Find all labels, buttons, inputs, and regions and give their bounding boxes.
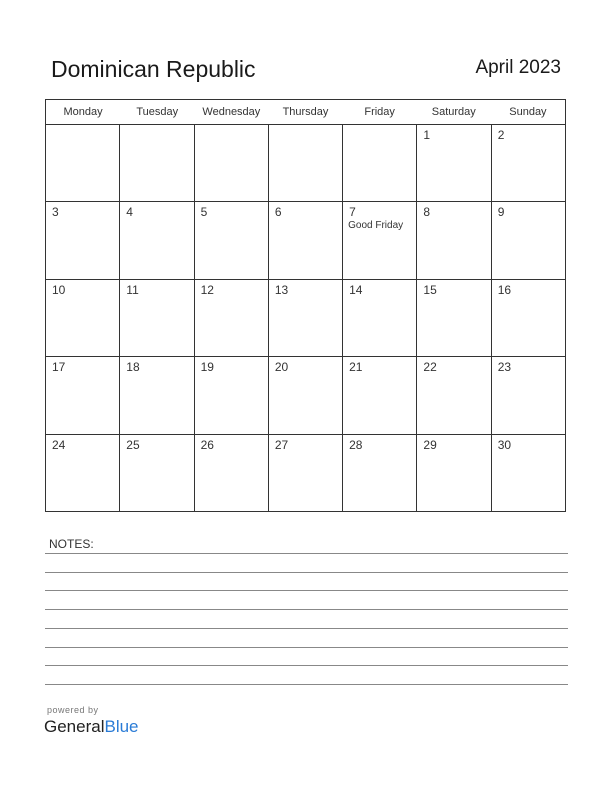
week-row — [46, 280, 565, 357]
day-cell — [269, 280, 343, 356]
day-number: 11 — [126, 282, 139, 297]
day-number: 3 — [52, 205, 59, 220]
note-line — [45, 665, 568, 666]
day-number: 13 — [274, 282, 289, 297]
day-number: 5 — [200, 205, 208, 220]
generalblue-logo — [44, 717, 139, 737]
day-cell — [195, 125, 269, 201]
day-cell — [417, 435, 491, 512]
brand-general: General — [44, 717, 105, 736]
day-cell — [343, 280, 417, 356]
day-number: 8 — [423, 205, 431, 220]
day-cell — [343, 435, 417, 512]
day-cell — [492, 202, 565, 278]
note-line — [45, 572, 568, 573]
holiday-label: Good Friday — [348, 220, 404, 232]
weekday-header — [46, 100, 565, 125]
day-number: 16 — [497, 282, 512, 297]
day-number: 24 — [52, 437, 66, 452]
day-cell — [195, 202, 269, 278]
day-cell — [492, 435, 565, 512]
day-number: 20 — [274, 360, 289, 375]
day-number: 30 — [497, 437, 512, 452]
day-number: 7 — [349, 205, 356, 220]
week-row — [46, 435, 565, 512]
calendar-weeks — [46, 125, 565, 512]
day-cell — [417, 202, 491, 278]
calendar-grid — [45, 99, 566, 512]
day-number: 15 — [423, 282, 437, 297]
day-cell — [120, 202, 194, 278]
day-number: 18 — [126, 360, 140, 375]
day-cell — [195, 357, 269, 433]
day-cell — [120, 435, 194, 512]
day-number: 2 — [497, 128, 505, 142]
day-cell — [492, 280, 565, 356]
week-row — [46, 125, 565, 202]
day-number: 29 — [423, 437, 437, 452]
weekday-label: Monday — [63, 106, 103, 118]
day-cell — [46, 435, 120, 512]
note-line — [45, 647, 568, 648]
day-cell — [46, 125, 120, 201]
day-number: 10 — [52, 282, 66, 297]
weekday-label: Wednesday — [202, 106, 261, 118]
brand-blue: Blue — [104, 717, 139, 736]
note-line — [45, 628, 568, 629]
day-cell — [269, 435, 343, 512]
day-number: 23 — [497, 360, 512, 375]
day-cell — [343, 357, 417, 433]
day-number: 27 — [274, 437, 289, 452]
powered-by-text: powered by — [47, 705, 99, 715]
day-cell — [343, 202, 417, 278]
day-number: 21 — [349, 360, 363, 375]
week-row — [46, 357, 565, 434]
day-number: 28 — [349, 437, 363, 452]
day-cell — [269, 357, 343, 433]
note-line — [45, 553, 568, 554]
day-cell — [46, 357, 120, 433]
day-number: 25 — [126, 437, 140, 452]
weekday-label: Saturday — [431, 106, 476, 118]
day-cell — [195, 435, 269, 512]
note-line — [45, 590, 568, 591]
notes-label: NOTES: — [49, 537, 94, 551]
day-cell — [343, 125, 417, 201]
day-number: 4 — [126, 205, 133, 220]
day-cell — [269, 125, 343, 201]
note-line — [45, 684, 568, 685]
day-cell — [492, 125, 565, 201]
day-number: 6 — [274, 205, 282, 220]
weekday-label: Tuesday — [136, 106, 179, 118]
month-title: April 2023 — [475, 57, 561, 78]
day-number: 19 — [200, 360, 214, 375]
day-cell — [120, 125, 194, 201]
day-cell — [417, 125, 491, 201]
day-cell — [120, 280, 194, 356]
day-cell — [46, 202, 120, 278]
day-number: 22 — [423, 360, 437, 375]
weekday-label: Sunday — [509, 106, 547, 118]
day-cell — [46, 280, 120, 356]
day-cell — [417, 280, 491, 356]
day-number: 17 — [52, 360, 66, 375]
day-cell — [195, 280, 269, 356]
day-number: 9 — [497, 205, 505, 220]
weekday-label: Friday — [364, 106, 395, 118]
day-cell — [120, 357, 194, 433]
day-cell — [269, 202, 343, 278]
day-number: 26 — [200, 437, 214, 452]
country-title: Dominican Republic — [51, 56, 256, 82]
day-number: 1 — [423, 128, 431, 142]
day-number: 14 — [349, 282, 363, 297]
note-line — [45, 609, 568, 610]
day-number: 12 — [200, 282, 214, 297]
weekday-label: Thursday — [282, 106, 329, 118]
day-cell — [492, 357, 565, 433]
day-cell — [417, 357, 491, 433]
week-row — [46, 202, 565, 279]
